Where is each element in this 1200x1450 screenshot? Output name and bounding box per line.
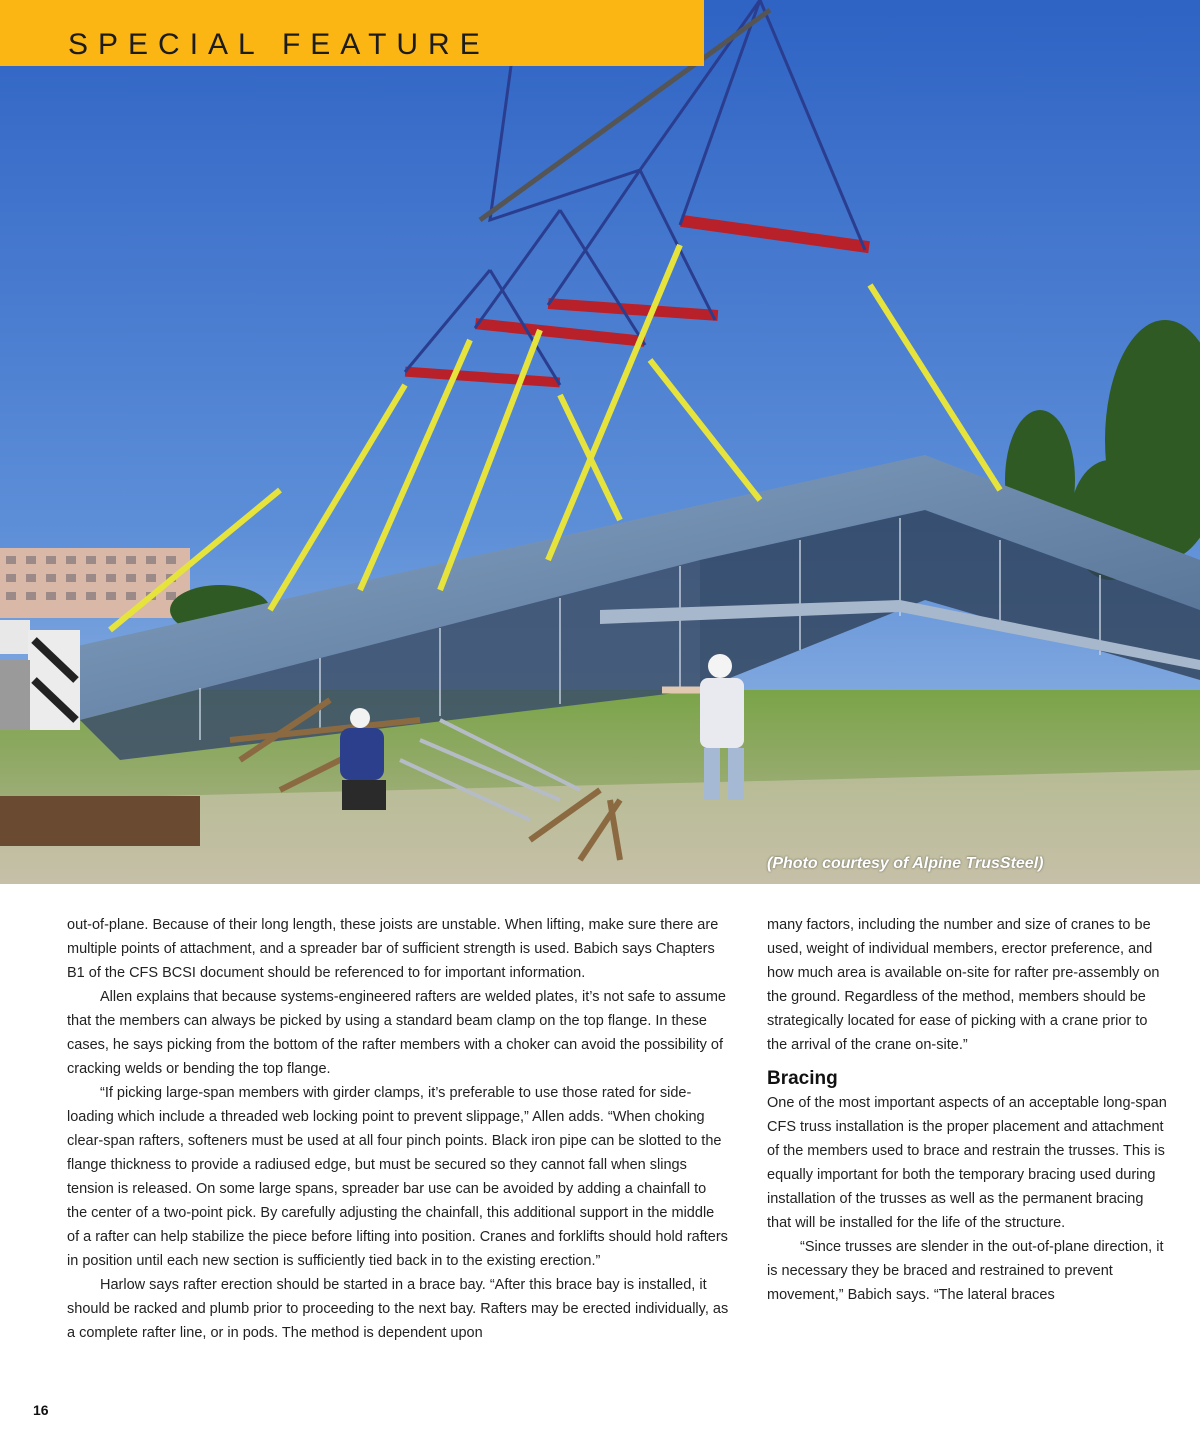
paragraph: many factors, including the number and size of cranes to be used, weight of individual members, erector preference, and how much area is available on-site for rafter pre-assembly on the ground. Regardless of the method, members should be strategically located for ease of picking with a crane prior to the arrival of the crane on-site.” [767, 917, 1160, 1053]
page-number: 16 [33, 1402, 49, 1418]
paragraph: out-of-plane. Because of their long length, these joists are unstable. When lifting, make sure there are multiple points of attachment, and a spreader bar of sufficient strength is used. Babich says Chapters B1 of the CFS BCSI document should be referenced to for important information. [67, 917, 719, 981]
article-column-left [67, 913, 729, 1345]
background-building [0, 548, 190, 618]
paragraph: “If picking large-span members with girder clamps, it’s preferable to use those rated for side-loading which include a threaded web locking point to prevent slippage,” Allen adds. “When choking clear-span rafters, softeners must be used at all four pinch points. Black iron pipe can be slotted to the flange thickness to provide a radiused edge, but must be secured so they cannot fall when slings tension is released. On some large spans, spreader bar use can be avoided by adding a chainfall to the center of a two-point pick. By carefully adjusting the chainfall, this additional support in the middle of a rafter can help stabilize the piece before lifting into position. Cranes and forklifts should hold rafters in position until each new section is sufficiently tied back in to the existing erection.” [67, 1085, 728, 1269]
article-column-right [767, 913, 1170, 1307]
photo-caption: (Photo courtesy of Alpine TrusSteel) [767, 855, 1044, 872]
section-label: SPECIAL FEATURE [68, 28, 490, 61]
paragraph: One of the most important aspects of an acceptable long-span CFS truss installation is the proper placement and attachment of the members used to brace and restrain the trusses. This is equally important for both the temporary bracing used during installation of the trusses as well as the permanent bracing that will be installed for the life of the structure. [767, 1095, 1167, 1231]
section-banner [0, 0, 704, 66]
paragraph: “Since trusses are slender in the out-of-plane direction, it is necessary they be braced and restrained to prevent movement,” Babich says. “The lateral braces [767, 1239, 1164, 1303]
paragraph: Harlow says rafter erection should be started in a brace bay. “After this brace bay is installed, it should be racked and plumb prior to proceeding to the next bay. Rafters may be erected individually, as a complete rafter line, or in pods. The method is dependent upon [67, 1277, 729, 1341]
paragraph: Allen explains that because systems-engineered rafters are welded plates, it’s not safe to assume that the members can always be picked by using a standard beam clamp on the top flange. In these cases, he says picking from the bottom of the rafter members with a choker can avoid the possibility of cracking welds or bending the top flange. [67, 989, 726, 1077]
section-heading-bracing: Bracing [767, 1068, 838, 1089]
